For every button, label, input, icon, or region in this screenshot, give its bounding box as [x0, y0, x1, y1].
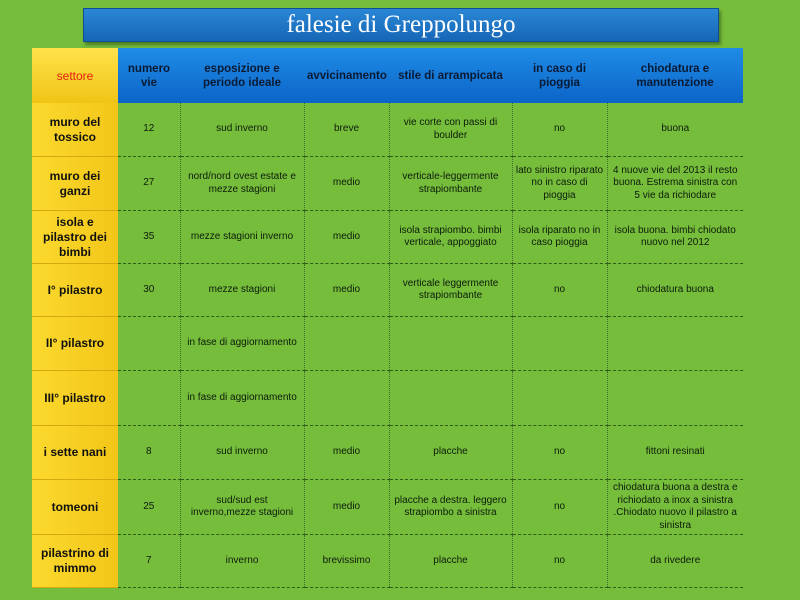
cell-stile: [389, 317, 512, 371]
table-row: [32, 211, 743, 264]
cell-stile: verticale-leggermente strapiombante: [389, 157, 512, 211]
crags-table: [32, 48, 743, 588]
title-banner: [83, 8, 719, 42]
cell-esposizione: mezze stagioni inverno: [180, 211, 304, 264]
cell-chiodatura: 4 nuove vie del 2013 il resto buona. Estrema sinistra con 5 vie da richiodare: [607, 157, 743, 211]
header-chiodatura: chiodatura e manutenzione: [607, 48, 743, 103]
header-esposizione: esposizione e periodo ideale: [180, 48, 304, 103]
cell-esposizione: nord/nord ovest estate e mezze stagioni: [180, 157, 304, 211]
page-title: falesie di Greppolungo: [286, 11, 516, 38]
cell-pioggia: no: [512, 426, 607, 480]
cell-esposizione: sud/sud est inverno,mezze stagioni: [180, 480, 304, 535]
table-row: [32, 480, 743, 535]
cell-chiodatura: chiodatura buona: [607, 264, 743, 317]
cell-numero-vie: 7: [118, 535, 180, 588]
cell-settore: pilastrino di mimmo: [32, 535, 118, 588]
cell-chiodatura: isola buona. bimbi chiodato nuovo nel 2012: [607, 211, 743, 264]
cell-numero-vie: 35: [118, 211, 180, 264]
cell-esposizione: in fase di aggiornamento: [180, 317, 304, 371]
table-row: [32, 157, 743, 211]
cell-stile: isola strapiombo. bimbi verticale, appoggiato: [389, 211, 512, 264]
cell-numero-vie: 30: [118, 264, 180, 317]
cell-esposizione: sud inverno: [180, 426, 304, 480]
cell-avvicinamento: [304, 371, 389, 426]
header-avvicinamento: avvicinamento: [304, 48, 389, 103]
cell-settore: muro dei ganzi: [32, 157, 118, 211]
cell-avvicinamento: medio: [304, 211, 389, 264]
table-row: [32, 535, 743, 588]
cell-pioggia: [512, 317, 607, 371]
cell-numero-vie: 27: [118, 157, 180, 211]
table-row: [32, 317, 743, 371]
cell-settore: III° pilastro: [32, 371, 118, 426]
cell-settore: tomeoni: [32, 480, 118, 535]
cell-avvicinamento: medio: [304, 264, 389, 317]
cell-numero-vie: [118, 317, 180, 371]
cell-avvicinamento: medio: [304, 157, 389, 211]
cell-settore: II° pilastro: [32, 317, 118, 371]
table-row: [32, 371, 743, 426]
cell-settore: I° pilastro: [32, 264, 118, 317]
cell-stile: verticale leggermente strapiombante: [389, 264, 512, 317]
table-row: [32, 426, 743, 480]
cell-avvicinamento: medio: [304, 426, 389, 480]
cell-numero-vie: 25: [118, 480, 180, 535]
cell-settore: muro del tossico: [32, 103, 118, 157]
header-stile: stile di arrampicata: [389, 48, 512, 103]
cell-esposizione: inverno: [180, 535, 304, 588]
cell-stile: placche: [389, 426, 512, 480]
cell-avvicinamento: [304, 317, 389, 371]
cell-chiodatura: fittoni resinati: [607, 426, 743, 480]
header-pioggia: in caso di pioggia: [512, 48, 607, 103]
cell-chiodatura: [607, 371, 743, 426]
cell-stile: [389, 371, 512, 426]
cell-pioggia: no: [512, 535, 607, 588]
header-row: [32, 48, 743, 103]
cell-avvicinamento: breve: [304, 103, 389, 157]
cell-chiodatura: chiodatura buona a destra e richiodato a inox a sinistra .Chiodato nuovo il pilastro a sinistra: [607, 480, 743, 535]
cell-settore: isola e pilastro dei bimbi: [32, 211, 118, 264]
cell-stile: placche a destra. leggero strapiombo a sinistra: [389, 480, 512, 535]
cell-avvicinamento: brevissimo: [304, 535, 389, 588]
cell-pioggia: no: [512, 264, 607, 317]
cell-numero-vie: 8: [118, 426, 180, 480]
cell-esposizione: in fase di aggiornamento: [180, 371, 304, 426]
cell-settore: i sette nani: [32, 426, 118, 480]
cell-numero-vie: [118, 371, 180, 426]
cell-esposizione: mezze stagioni: [180, 264, 304, 317]
cell-esposizione: sud inverno: [180, 103, 304, 157]
cell-chiodatura: buona: [607, 103, 743, 157]
cell-stile: placche: [389, 535, 512, 588]
cell-chiodatura: da rivedere: [607, 535, 743, 588]
cell-pioggia: isola riparato no in caso pioggia: [512, 211, 607, 264]
cell-stile: vie corte con passi di boulder: [389, 103, 512, 157]
cell-pioggia: no: [512, 480, 607, 535]
header-numero-vie: numero vie: [118, 48, 180, 103]
cell-chiodatura: [607, 317, 743, 371]
header-settore: settore: [32, 48, 118, 103]
cell-pioggia: no: [512, 103, 607, 157]
cell-numero-vie: 12: [118, 103, 180, 157]
cell-pioggia: lato sinistro riparato no in caso di pioggia: [512, 157, 607, 211]
table-row: [32, 264, 743, 317]
table-row: [32, 103, 743, 157]
cell-pioggia: [512, 371, 607, 426]
cell-avvicinamento: medio: [304, 480, 389, 535]
